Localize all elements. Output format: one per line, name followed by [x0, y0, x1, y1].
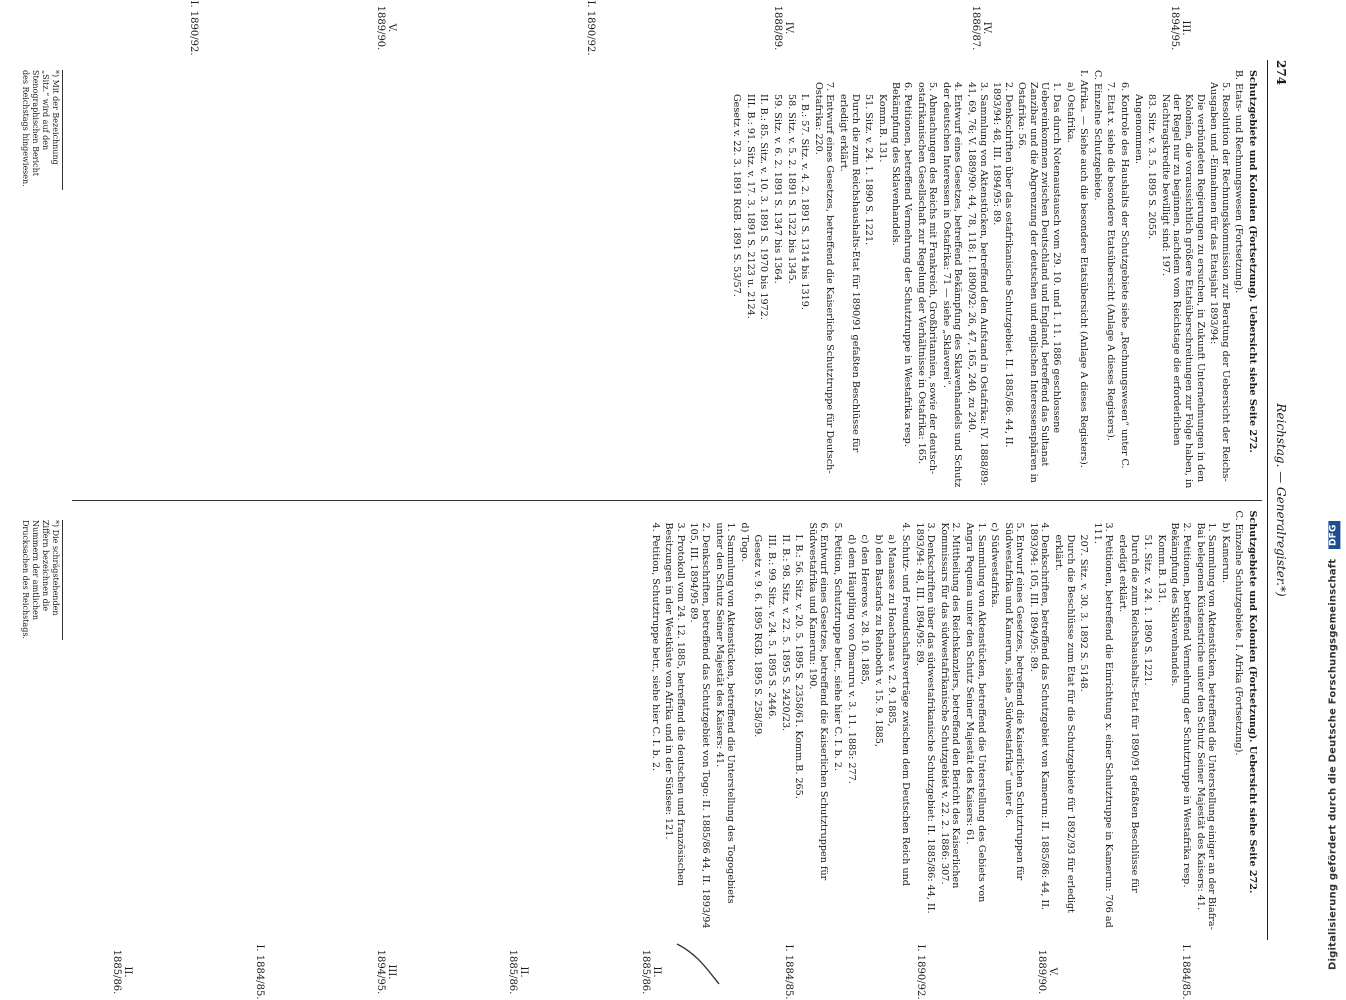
footnote-right: *) Die schrägstehenden Ziffern bezeichnen die Nummern der amtlichen Drucksachen des Reichstags.: [20, 520, 63, 640]
index-entry: 7. Entwurf eines Gesetzes, betreffend die Kaiserliche Schutztruppe für Deutsch-Ostafrika: 220.: [812, 82, 836, 474]
session-marker: IV. 1886/87.: [970, 5, 993, 51]
left-column: [72, 0, 1262, 500]
index-entry: 2. Denkschriften über das ostafrikanische Schutzgebiet. II. 1885/86: 44, II. 1893/94: 48, III. 1894/95: 89.: [991, 82, 1014, 448]
index-entry: 5. Petition, Schutztruppe betr., siehe hier C. I. b. 2.: [832, 522, 843, 772]
index-entry: 1. Sammlung von Aktenstücken, betreffend die Unterstellung einiger an der Biafra-Bai belegenen Küstenstriche unter den Schutz Seiner Majestät des Kaisers: 41.: [1194, 522, 1218, 930]
index-entry: Gesetz v. 9. 6. 1895 RGB. 1895 S. 258/59.: [752, 534, 764, 738]
footnote-left: *) Mit der Bezeichnung „Sitz.“ wird auf den Stenographischen Bericht des Reichstags hingewiesen.: [20, 70, 63, 190]
index-entry: 59. Sitz. v. 6. 2. 1891 S. 1347 bis 1364.: [772, 94, 784, 284]
index-entry: I. B.: 57. Sitz. v. 4. 2. 1891 S. 1314 bis 1319.: [799, 94, 811, 310]
index-entry: C. Einzelne Schutzgebiete. I. Afrika (Fortsetzung).: [1233, 510, 1245, 756]
index-entry: Schutzgebiete und Kolonien (Fortsetzung). Uebersicht siehe Seite 272.: [1247, 510, 1258, 894]
session-marker: I. 1890/92.: [915, 944, 927, 1000]
session-marker: I. 1890/92.: [584, 0, 596, 56]
index-entry: b) den Bastards zu Rehoboth v. 15. 9. 1885,: [872, 534, 884, 747]
index-entry: a) Manasse zu Hoachanas v. 2. 9. 1885,: [886, 534, 898, 727]
index-entry: d) dem Häuptling von Omaruru v. 3. 11. 1885: 277.: [845, 534, 857, 784]
digitization-credit: [1327, 30, 1340, 970]
index-entry: 207. Sitz. v. 30. 3. 1892 S. 5148.: [1078, 534, 1090, 692]
index-entry: Durch die zum Reichshaushalts-Etat für 1890/91 gefaßten Beschlüsse für erledigt erklärt.: [838, 94, 861, 453]
index-entry: 6. Kontrole des Haushalts der Schutzgebiete siehe „Rechnungswesen“ unter C.: [1119, 82, 1131, 469]
index-entry: 1. Sammlung von Aktenstücken, betreffend die Unterstellung des Gebiets von Angra Pequena unter den Schutz Seiner Majestät des Kaisers: 61.: [963, 522, 987, 903]
session-marker: I. 1890/92.: [187, 0, 199, 56]
index-entry: 2. Petitionen, betreffend Vermehrung der Schutztruppe in Westafrika resp. Bekämpfung des Sklavenhandels.: [1169, 522, 1193, 888]
index-entry: Die verbündeten Regierungen zu ersuchen, in Zukunft Unternehmungen in den Kolonien, die voraussichtlich größere Etatsüberschreitungen zur Folge haben, in der Regel nur zu beginnen, nachdem vom Reichstage die erforderlichen Nachtragskredite bewilligt sind: 197.: [1159, 94, 1206, 489]
index-entry: 4. Denkschriften, betreffend das Schutzgebiet von Kamerun: II. 1885/86: 44, II. 1893/94: 105, III. 1894/95: 89.: [1027, 522, 1051, 911]
index-entry: III. B.: 99. Sitz. v. 24. 5. 1895 S. 2446.: [766, 534, 778, 720]
index-entry: d) Togo.: [738, 522, 750, 562]
index-entry: II. B.: 85. Sitz. v. 10. 3. 1891 S. 1970 bis 1972.: [758, 94, 770, 320]
index-entry: c) Südwestafrika.: [989, 522, 1001, 608]
index-entry: 4. Petition, Schutztruppe betr., siehe hier C. I. b. 2.: [649, 522, 661, 772]
session-marker: II. 1885/86.: [110, 949, 133, 995]
session-marker: III. 1894/95.: [1168, 5, 1191, 51]
index-entry: 4. Entwurf eines Gesetzes, betreffend Bekämpfung des Sklavenhandels und Schutz der deutschen Interessen in Ostafrika: 71 — siehe „Sklaverei“.: [940, 82, 964, 488]
index-entry: Komm.B. 131.: [1155, 534, 1167, 603]
index-entry: Schutzgebiete und Kolonien (Fortsetzung). Uebersicht siehe Seite 272.: [1247, 70, 1258, 453]
running-head: Reichstag. — Generalregister.*): [1274, 403, 1288, 597]
index-entry: b) Kamerun.: [1219, 522, 1231, 584]
index-entry: 5. Abmachungen des Reichs mit Frankreich, Großbritannien, sowie der deutsch-ostafrikanischen Gesellschaft zur Regelung der Verhältnisse in Ostafrika: 165.: [915, 82, 939, 475]
handwritten-mark: [667, 934, 727, 994]
dfg-logo: DFG: [1328, 521, 1340, 549]
index-entry: 2. Denkschriften, betreffend das Schutzgebiet von Togo: II. 1885/86 44, II. 1893/94 105, III. 1894/95 89.: [688, 522, 712, 929]
index-entry: 51. Sitz. v. 24. 1. 1890 S. 1221.: [863, 94, 875, 246]
index-entry: I. B.: 56. Sitz. v. 20. 5. 1895 S. 2358/61. Komm.B. 265.: [793, 534, 805, 799]
session-marker: II. 1885/86.: [507, 949, 530, 995]
session-marker: I. 1884/85.: [782, 944, 794, 1000]
index-entry: 58. Sitz. v. 5. 2. 1891 S. 1322 bis 1345.: [785, 94, 797, 284]
index-entry: I. Afrika. — Siehe auch die besondere Etatsübersicht (Anlage A dieses Registers).: [1078, 70, 1090, 468]
session-marker: IV. 1888/89.: [771, 5, 794, 51]
index-entry: 51. Sitz. v. 24. 1. 1890 S. 1221.: [1142, 534, 1154, 686]
index-entry: II. B.: 98. Sitz. v. 22. 5. 1895 S. 2420/23.: [779, 534, 791, 732]
session-marker: I. 1884/85.: [254, 944, 266, 1000]
index-entry: 5. Resolution der Rechnungskommission zur Beratung der Uebersicht der Reichs-Ausgaben und -Einnahmen für das Etatsjahr 1893/94:: [1208, 82, 1231, 482]
index-entry: 7. Etat x. siehe die besondere Etatsübersicht (Anlage A dieses Registers).: [1105, 82, 1117, 441]
index-entry: 6. Petitionen, betreffend Vermehrung der Schutztruppe in Westafrika resp. Bekämpfung des Sklavenhandels.: [890, 82, 913, 447]
session-marker: II. 1885/86.: [639, 949, 662, 995]
right-column: [72, 500, 1262, 1000]
text-columns: [72, 0, 1262, 1000]
page-number: 274: [1274, 60, 1288, 86]
index-entry: 3. Petitionen, betreffend die Einrichtung x. einer Schutztruppe in Kamerun: 706 ad 111.: [1091, 522, 1115, 928]
index-entry: Angenommen.: [1132, 94, 1144, 164]
index-entry: 3. Protokoll vom 24. 12. 1885, betreffend die deutschen und französischen Besitzungen in der Westküste von Afrika und in der Südsee: 121.: [663, 522, 686, 887]
credit-strip: [1306, 0, 1346, 1000]
page-header: [1267, 60, 1288, 940]
index-entry: a) Ostafrika.: [1064, 82, 1076, 143]
index-entry: 4. Schutz- und Freundschaftsverträge zwischen dem Deutschen Reich und: [899, 522, 911, 886]
index-entry: 6. Entwurf eines Gesetzes, betreffend die Kaiserlichen Schutztruppen für Südwestafrika und Kamerun: 190.: [806, 522, 830, 881]
index-entry: 1. Sammlung von Aktenstücken, betreffend die Unterstellung des Togogebiets unter den Schutz Seiner Majestät des Kaisers: 41.: [713, 522, 737, 904]
index-entry: 3. Sammlung von Aktenstücken, betreffend den Aufstand in Ostafrika: IV. 1888/89: 41, 69, 76; V. 1889/90: 44, 78, 118; I. 1890/92: 26, 47, 165, 240, zu 240.: [965, 82, 989, 486]
session-marker: I. 1884/85.: [1179, 944, 1191, 1000]
session-marker: III. 1894/95.: [375, 949, 398, 995]
index-entry: 5. Entwurf eines Gesetzes, betreffend die Kaiserlichen Schutztruppen für Südwestafrika und Kamerun, siehe „Südwestafrika“ unter 6.: [1002, 522, 1026, 881]
index-entry: Durch die Beschlüsse zum Etat für die Schutzgebiete für 1892/93 für erledigt erklärt.: [1053, 534, 1076, 914]
index-entry: Durch die zum Reichshaushalts-Etat für 1890/91 gefaßten Beschlüsse für erledigt erklärt.: [1117, 534, 1140, 893]
index-entry: B. Etats- und Rechnungswesen (Fortsetzung).: [1233, 70, 1245, 294]
index-entry: 83. Sitz. v. 3. 5. 1895 S. 2055.: [1146, 94, 1158, 240]
index-entry: Komm.B. 131.: [876, 94, 888, 163]
session-marker: V. 1889/90.: [375, 5, 398, 51]
index-entry: 1. Das durch Notenaustausch vom 29. 10. und 1. 11. 1886 geschlossene Uebereinkommen zwischen Deutschland und England, betreffend das Sultanat Zanzibar und die Abgrenzung der deutschen und englischen Interessensphären in Ostafrika: 56.: [1016, 82, 1063, 483]
index-entry: C. Einzelne Schutzgebiete.: [1091, 70, 1103, 201]
index-entry: 3. Denkschriften über das südwestafrikanische Schutzgebiet: II. 1885/86: 44, II. 1893/94: 48, III. 1894/95: 89.: [913, 522, 937, 914]
index-entry: III. B.: 91. Sitz. v. 17. 3. 1891 S. 2123 u. 2124.: [744, 94, 756, 319]
credit-text: Digitalisierung gefördert durch die Deutsche Forschungsgemeinschaft: [1327, 558, 1339, 970]
index-entry: c) den Hereros v. 28. 10. 1885,: [859, 534, 871, 685]
index-entry: 2. Mittheilung des Reichskanzlers, betreffend den Bericht des Kaiserlichen Kommissars für das südwestafrikanische Schutzgebiet v. 22. 2. 1886: 307.: [938, 522, 962, 889]
session-marker: V. 1889/90.: [1036, 949, 1059, 995]
index-entry: Gesetz v. 22. 3. 1891 RGB. 1891 S. 53/57.: [731, 94, 743, 297]
